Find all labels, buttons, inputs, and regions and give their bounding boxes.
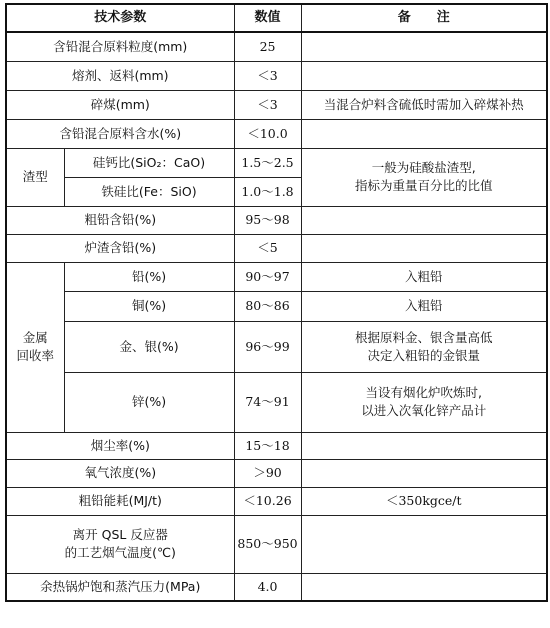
table-row	[6, 321, 547, 372]
row-note: ＜350kgce/t	[301, 487, 547, 515]
row-note	[301, 32, 547, 61]
row-label: 硅钙比(SiO₂：CaO)	[64, 148, 234, 177]
row-value: ＜3	[234, 90, 301, 119]
table-row	[6, 206, 547, 234]
row-note	[301, 234, 547, 262]
note-line: 指标为重量百分比的比值	[355, 178, 493, 193]
table-row	[6, 32, 547, 61]
table-row	[6, 119, 547, 148]
row-note	[301, 515, 547, 573]
note-line: 一般为硅酸盐渣型,	[371, 160, 476, 175]
table-row	[6, 90, 547, 119]
row-note	[301, 372, 547, 432]
note-line: 以进入次氧化锌产品计	[361, 403, 487, 418]
table-row	[6, 487, 547, 515]
row-value: 1.0～1.8	[234, 177, 301, 206]
header-note: 备 注	[301, 4, 547, 32]
row-label: 碎煤(mm)	[6, 90, 234, 119]
row-label: 铁硅比(Fe：SiO)	[64, 177, 234, 206]
row-label: 含铅混合原料含水(%)	[6, 119, 234, 148]
label-line: 离开 QSL 反应器	[72, 527, 168, 542]
table-row	[6, 61, 547, 90]
row-value: 80～86	[234, 291, 301, 321]
row-value: 95～98	[234, 206, 301, 234]
row-label: 铜(%)	[64, 291, 234, 321]
table-row	[6, 432, 547, 459]
label-line: 的工艺烟气温度(℃)	[64, 545, 176, 560]
group-line: 金属	[22, 330, 48, 345]
slag-note	[301, 148, 547, 206]
row-value: ＞90	[234, 459, 301, 487]
note-line: 决定入粗铅的金银量	[367, 347, 481, 363]
note-line: 根据原料金、银含量高低	[355, 329, 493, 345]
table-row	[6, 372, 547, 432]
row-label: 铅(%)	[64, 262, 234, 291]
row-value: ＜3	[234, 61, 301, 90]
row-label	[6, 515, 234, 573]
row-value: ＜5	[234, 234, 301, 262]
note-line: 当设有烟化炉吹炼时,	[365, 385, 482, 400]
row-value: 96～99	[234, 321, 301, 372]
row-value: ＜10.26	[234, 487, 301, 515]
group-line: 回收率	[16, 348, 54, 363]
technical-parameters-table	[5, 3, 548, 602]
row-label: 氧气浓度(%)	[6, 459, 234, 487]
row-note: 入粗铅	[301, 291, 547, 321]
table-row	[6, 573, 547, 601]
row-value: 4.0	[234, 573, 301, 601]
row-label: 炉渣含铅(%)	[6, 234, 234, 262]
row-note: 入粗铅	[301, 262, 547, 291]
header-row	[6, 4, 547, 32]
table-row	[6, 262, 547, 291]
row-label: 金、银(%)	[64, 321, 234, 372]
table-row	[6, 459, 547, 487]
table-row	[6, 515, 547, 573]
row-label: 锌(%)	[64, 372, 234, 432]
row-note	[301, 61, 547, 90]
row-value: 25	[234, 32, 301, 61]
row-note	[301, 432, 547, 459]
header-value: 数值	[234, 4, 301, 32]
row-label: 烟尘率(%)	[6, 432, 234, 459]
row-label: 熔剂、返料(mm)	[6, 61, 234, 90]
header-param: 技术参数	[6, 4, 234, 32]
row-value: 90～97	[234, 262, 301, 291]
table-row	[6, 148, 547, 177]
row-label: 粗铅能耗(MJ/t)	[6, 487, 234, 515]
row-label: 含铅混合原料粒度(mm)	[6, 32, 234, 61]
row-note	[301, 459, 547, 487]
row-note: 当混合炉料含硫低时需加入碎煤补热	[301, 90, 547, 119]
row-value: 74～91	[234, 372, 301, 432]
row-note	[301, 119, 547, 148]
row-value: ＜10.0	[234, 119, 301, 148]
row-note	[301, 573, 547, 601]
recovery-group-label	[6, 262, 64, 432]
row-label: 余热锅炉饱和蒸汽压力(MPa)	[6, 573, 234, 601]
row-note	[301, 206, 547, 234]
row-value: 15～18	[234, 432, 301, 459]
table-row	[6, 234, 547, 262]
row-label: 粗铅含铅(%)	[6, 206, 234, 234]
row-note	[301, 321, 547, 372]
slag-group-label: 渣型	[6, 148, 64, 206]
row-value: 1.5～2.5	[234, 148, 301, 177]
row-value: 850～950	[234, 515, 301, 573]
table-row	[6, 291, 547, 321]
